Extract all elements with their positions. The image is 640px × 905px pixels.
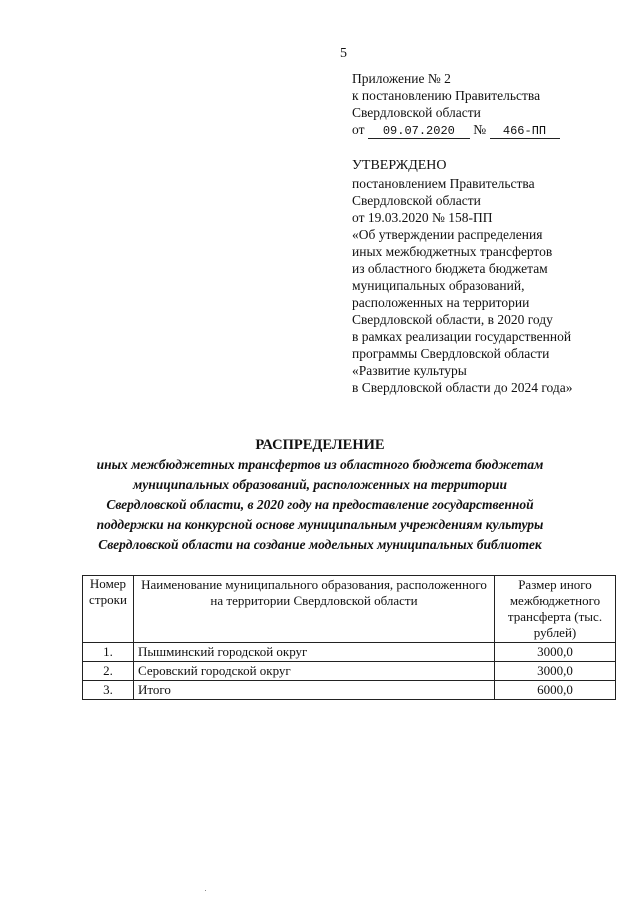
table-header-row (83, 576, 616, 643)
appendix-line-1: Приложение № 2 (352, 71, 451, 86)
approved-line: из областного бюджета бюджетам (352, 261, 548, 276)
approved-line: постановлением Правительства (352, 176, 535, 191)
row-municipality: Пышминский городской округ (134, 643, 495, 662)
table-row (83, 643, 616, 662)
approved-line: в рамках реализации государственной (352, 329, 572, 344)
page-number: 5 (340, 46, 347, 61)
row-amount: 3000,0 (495, 643, 616, 662)
header-row-number: Номер строки (83, 576, 134, 643)
approved-block (352, 157, 573, 396)
title-line: Свердловской области, в 2020 году на предоставление государственной (106, 497, 534, 512)
header-transfer-amount: Размер иного межбюджетного трансферта (тыс. рублей) (495, 576, 616, 643)
approved-line: иных межбюджетных трансфертов (352, 244, 553, 259)
row-number: 1. (83, 643, 134, 662)
row-amount: 6000,0 (495, 681, 616, 700)
approved-line: от 19.03.2020 № 158-ПП (352, 210, 493, 225)
date-prefix: от (352, 122, 365, 137)
approved-line: Свердловской области, в 2020 году (352, 312, 553, 327)
distribution-table (82, 575, 616, 700)
appendix-line-2: к постановлению Правительства (352, 88, 541, 103)
row-municipality: Итого (134, 681, 495, 700)
row-amount: 3000,0 (495, 662, 616, 681)
row-number: 3. (83, 681, 134, 700)
table-row-total (83, 681, 616, 700)
title-line: поддержки на конкурсной основе муниципальным учреждениям культуры (96, 517, 544, 532)
appendix-line-3: Свердловской области (352, 105, 481, 120)
approved-line: муниципальных образований, (352, 278, 525, 293)
approved-line: расположенных на территории (352, 295, 530, 310)
document-title (0, 435, 640, 555)
title-line: Свердловской области на создание модельных муниципальных библиотек (98, 537, 542, 552)
number-prefix: № (473, 122, 487, 137)
appendix-block (352, 70, 560, 139)
row-municipality: Серовский городской округ (134, 662, 495, 681)
approved-line: в Свердловской области до 2024 года» (352, 380, 573, 395)
approved-line: Свердловской области (352, 193, 481, 208)
appendix-date-line (352, 121, 560, 139)
title-main: РАСПРЕДЕЛЕНИЕ (255, 437, 385, 453)
title-line: муниципальных образований, расположенных на территории (132, 477, 508, 492)
title-line: иных межбюджетных трансфертов из областного бюджета бюджетам (96, 457, 544, 472)
scan-artifact (205, 890, 206, 891)
approved-line: «Об утверждении распределения (352, 227, 543, 242)
approved-line: «Развитие культуры (352, 363, 467, 378)
table-row (83, 662, 616, 681)
resolution-date: 09.07.2020 (368, 124, 470, 139)
approved-heading: УТВЕРЖДЕНО (352, 158, 447, 173)
header-municipality: Наименование муниципального образования, расположенного на территории Свердловской области (134, 576, 495, 643)
resolution-number: 466-ПП (490, 124, 560, 139)
row-number: 2. (83, 662, 134, 681)
approved-line: программы Свердловской области (352, 346, 550, 361)
